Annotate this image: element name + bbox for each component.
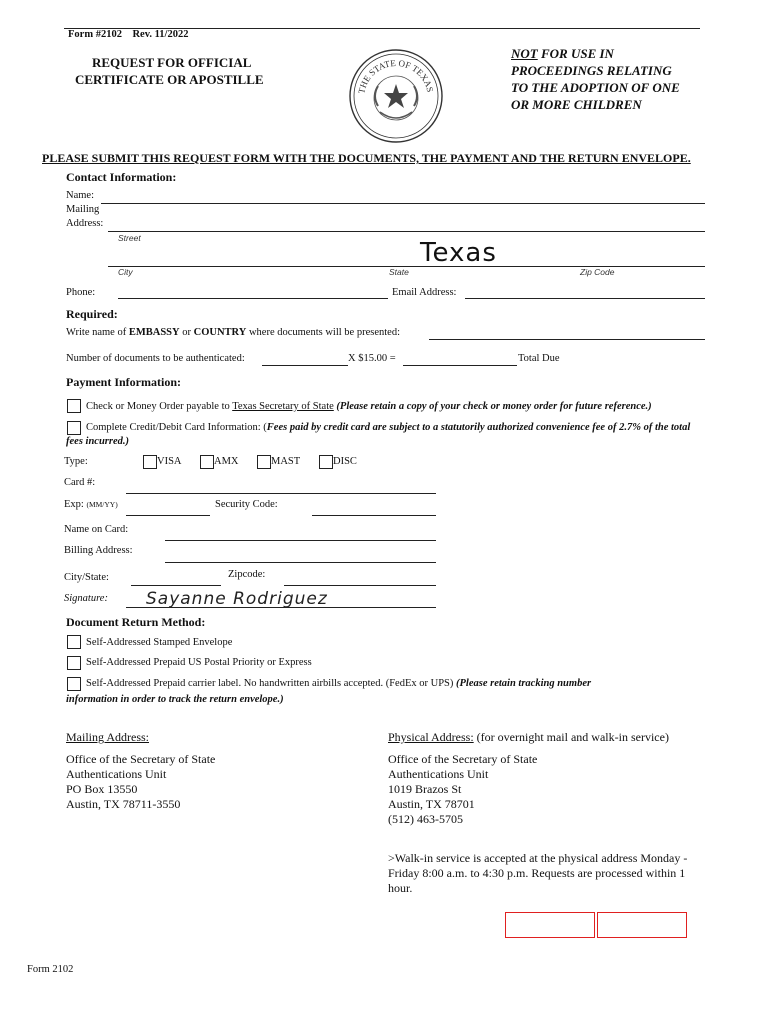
name-on-card-field[interactable]: [165, 540, 436, 541]
fee-label: X $15.00 =: [348, 353, 396, 364]
city-sublabel: City: [118, 267, 133, 277]
zipcode-label: Zipcode:: [228, 569, 266, 580]
mast-label: MAST: [271, 456, 301, 467]
return-option1-label: Self-Addressed Stamped Envelope: [86, 637, 233, 648]
physical-address-line: (512) 463-5705: [388, 812, 463, 826]
svg-text:THE STATE OF TEXAS: THE STATE OF TEXAS: [356, 57, 436, 95]
email-label: Email Address:: [392, 287, 457, 298]
name-field[interactable]: [101, 203, 705, 204]
signature-field[interactable]: [126, 607, 436, 608]
visa-label: VISA: [157, 456, 182, 467]
return-option3-label: Self-Addressed Prepaid carrier label. No handwritten airbills accepted. (FedEx or UPS) (Please retain tracking number: [86, 678, 592, 689]
office-use-box-2: [597, 912, 687, 938]
notice-line3: TO THE ADOPTION OF ONE: [511, 80, 680, 95]
zipcode-field[interactable]: [284, 585, 436, 586]
name-on-card-label: Name on Card:: [64, 524, 129, 535]
mailing-address-line: Austin, TX 78711-3550: [66, 797, 181, 811]
walkin-note-line3: hour.: [388, 881, 413, 895]
embassy-label: Write name of EMBASSY or COUNTRY where documents will be presented:: [66, 327, 400, 338]
walkin-note-line1: >Walk-in service is accepted at the physical address Monday -: [388, 851, 688, 865]
texas-seal-icon: [348, 46, 444, 144]
physical-address-line: Authentications Unit: [388, 767, 489, 781]
return-option3-note: information in order to track the return envelope.): [66, 694, 284, 705]
card-info-note-line2: fees incurred.): [66, 436, 129, 447]
office-use-box-1: [505, 912, 595, 938]
walkin-note-line2: Friday 8:00 a.m. to 4:30 p.m. Requests are processed within 1: [388, 866, 686, 880]
mailing-address-heading: Mailing Address:: [66, 730, 149, 744]
type-label: Type:: [64, 456, 88, 467]
physical-address-line: Austin, TX 78701: [388, 797, 475, 811]
phone-field[interactable]: [118, 298, 388, 299]
total-due-label: Total Due: [518, 353, 560, 364]
submit-banner: PLEASE SUBMIT THIS REQUEST FORM WITH THE DOCUMENTS, THE PAYMENT AND THE RETURN ENVELOPE.: [42, 151, 691, 165]
return-method-heading: Document Return Method:: [66, 615, 206, 629]
contact-heading: Contact Information:: [66, 170, 177, 184]
signature-label: Signature:: [64, 593, 108, 604]
visa-checkbox[interactable]: [143, 455, 157, 469]
disc-label: DISC: [333, 456, 357, 467]
card-number-label: Card #:: [64, 477, 96, 488]
billing-address-field[interactable]: [165, 562, 436, 563]
form-number: Form #2102 Rev. 11/2022: [68, 29, 189, 40]
amx-checkbox[interactable]: [200, 455, 214, 469]
notice-line2: PROCEEDINGS RELATING: [511, 63, 672, 78]
embassy-field[interactable]: [429, 339, 705, 340]
mailing-address-line: PO Box 13550: [66, 782, 138, 796]
return-option2-checkbox[interactable]: [67, 656, 81, 670]
signature-value: Sayanne Rodriguez: [146, 589, 328, 609]
num-docs-field[interactable]: [262, 365, 348, 366]
address-label: Address:: [66, 218, 104, 229]
return-option1-checkbox[interactable]: [67, 635, 81, 649]
city-state-field[interactable]: [131, 585, 221, 586]
notice-line4: OR MORE CHILDREN: [511, 97, 642, 112]
exp-label: Exp: (MM/YY): [64, 499, 118, 510]
return-option2-label: Self-Addressed Prepaid US Postal Priority or Express: [86, 657, 312, 668]
city-state-label: City/State:: [64, 572, 109, 583]
amx-label: AMX: [214, 456, 239, 467]
billing-address-label: Billing Address:: [64, 545, 133, 556]
return-option3-checkbox[interactable]: [67, 677, 81, 691]
security-code-field[interactable]: [312, 515, 436, 516]
security-code-label: Security Code:: [215, 499, 278, 510]
zip-sublabel: Zip Code: [580, 267, 615, 277]
card-info-label: Complete Credit/Debit Card Information: (Fees paid by credit card are subject to a statutorily authorized convenience fee of 2.7% of the total: [86, 422, 691, 433]
payment-heading: Payment Information:: [66, 375, 181, 389]
num-docs-label: Number of documents to be authenticated:: [66, 353, 245, 364]
street-sublabel: Street: [118, 233, 141, 243]
credit-card-checkbox[interactable]: [67, 421, 81, 435]
state-value: Texas: [420, 238, 497, 268]
form-title-line1: REQUEST FOR OFFICIAL: [92, 55, 252, 70]
exp-field[interactable]: [126, 515, 210, 516]
notice-line1: NOT FOR USE IN: [511, 46, 614, 61]
state-sublabel: State: [389, 267, 409, 277]
total-due-field[interactable]: [403, 365, 517, 366]
form-title-line2: CERTIFICATE OR APOSTILLE: [75, 72, 264, 87]
street-field[interactable]: [108, 231, 705, 232]
mailing-label: Mailing: [66, 204, 100, 215]
email-field[interactable]: [465, 298, 705, 299]
physical-address-line: Office of the Secretary of State: [388, 752, 538, 766]
physical-address-heading: Physical Address: (for overnight mail and walk-in service): [388, 730, 669, 744]
footer-form-label: Form 2102: [27, 964, 74, 975]
name-label: Name:: [66, 190, 94, 201]
check-money-order-checkbox[interactable]: [67, 399, 81, 413]
physical-address-line: 1019 Brazos St: [388, 782, 462, 796]
card-number-field[interactable]: [126, 493, 436, 494]
mailing-address-line: Office of the Secretary of State: [66, 752, 216, 766]
check-label: Check or Money Order payable to Texas Secretary of State (Please retain a copy of your check or money order for future reference.): [86, 401, 652, 412]
phone-label: Phone:: [66, 287, 96, 298]
mast-checkbox[interactable]: [257, 455, 271, 469]
mailing-address-line: Authentications Unit: [66, 767, 167, 781]
required-heading: Required:: [66, 307, 118, 321]
disc-checkbox[interactable]: [319, 455, 333, 469]
